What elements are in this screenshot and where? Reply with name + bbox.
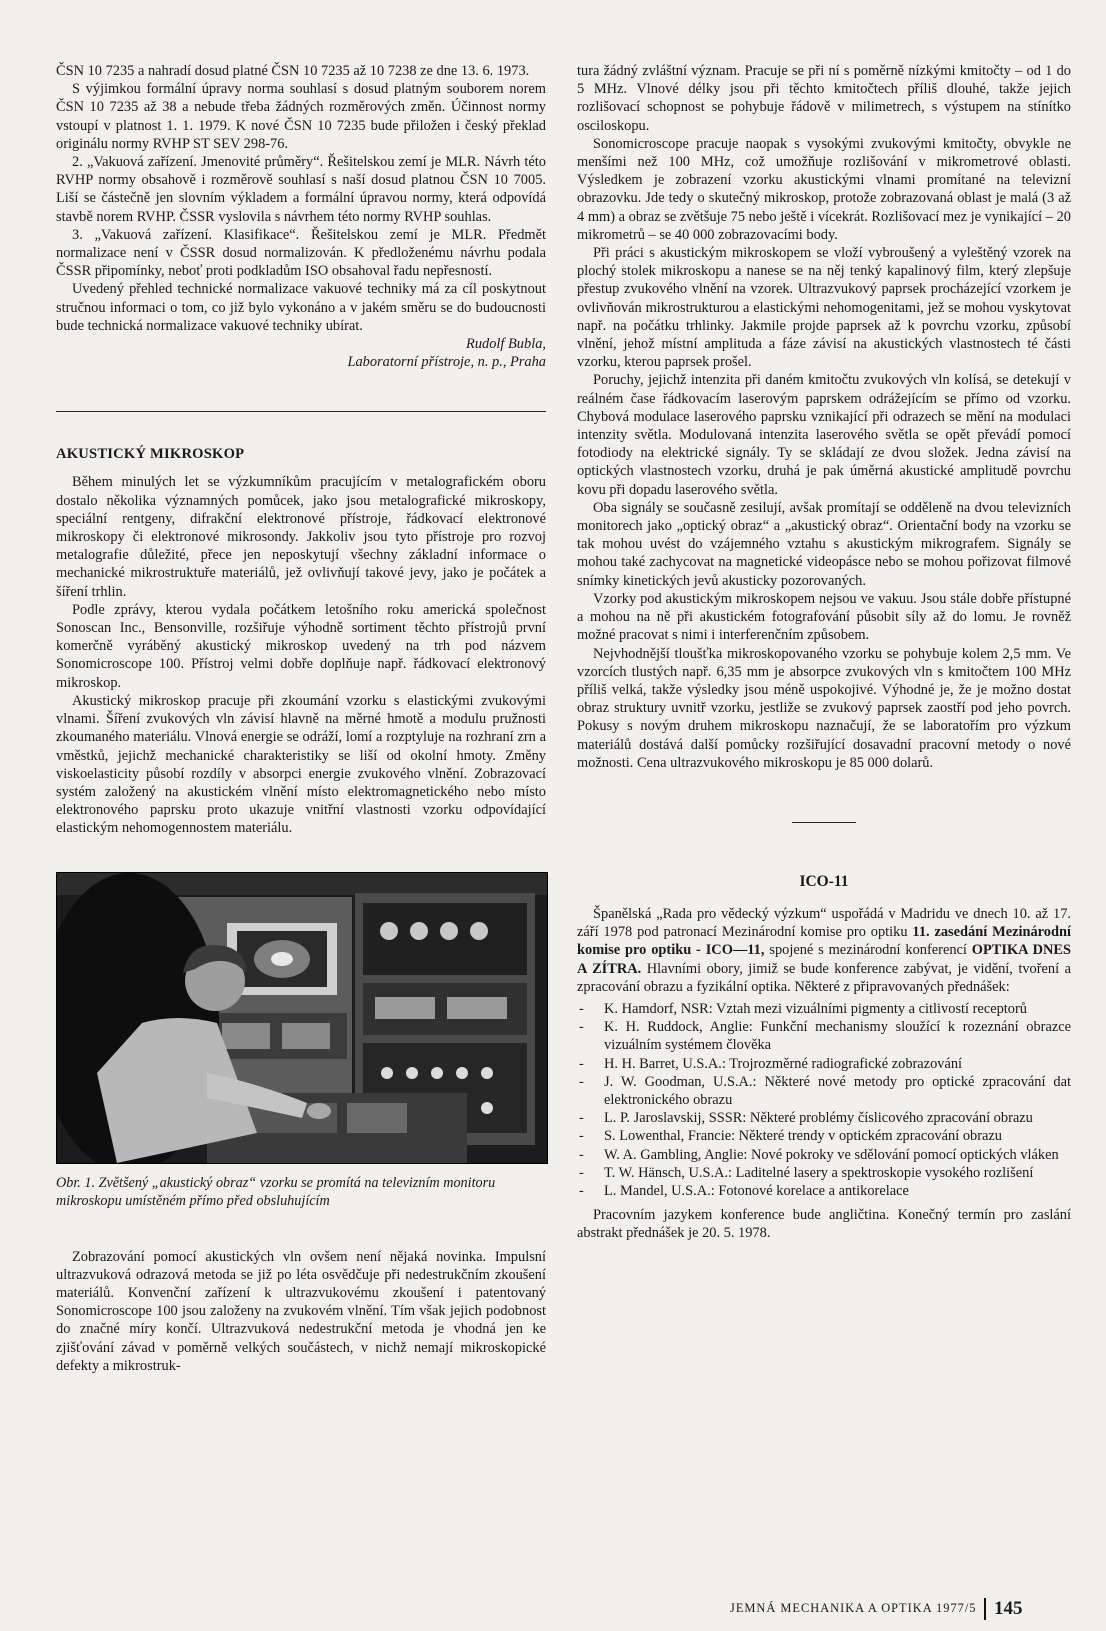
list-item xyxy=(577,1182,1071,1200)
paragraph: tura žádný zvláštní význam. Pracuje se při ní s poměrně nízkými kmitočty – od 1 do 5 MHz. Vlnové délky jsou při těchto kmitočtech příliš dlouhé, takže jejich rozlišovací schopnost se pohybuje řádově v milimetrech, s výstupem na stínítko osciloskopu. xyxy=(577,63,1071,134)
list-item xyxy=(577,1073,1071,1109)
left-column xyxy=(56,62,546,1375)
footer-separator xyxy=(984,1598,986,1620)
paragraph: 2. „Vakuová zařízení. Jmenovité průměry“. Řešitelskou zemí je MLR. Návrh této RVHP normy obsahově i rozměrově souhlasí s naší dosud platnou ČSN 10 7005. Liší se částečně jen slovním výkladem a formální úpravou normy, která odpovídá stavbě norem RVHP. ČSSR vyslovila s návrhem této normy RVHP souhlas. xyxy=(56,154,546,225)
paragraph: Akustický mikroskop pracuje při zkoumání vzorku s elastickými zvukovými vlnami. Šíření zvukových vln závisí hlavně na měrné hmotě a modulu pružnosti zkoumaného materiálu. Vlnová energie se odráží, lomí a rozptyluje na rozhraní zrn a vměstků, jejichž mechanické charakteristiky se liší od okolní hmoty. Změny viskoelasticity působí rozdíly v absorpci energie zvukového vlnění. Zobrazovací systém založený na akustickém vlnění místo elektromagnetického nebo místo elektronového paprsku proto ukazuje vnitřní vlastnosti vzorku odpovídající elastickým nehomogennostem materiálu. xyxy=(56,692,546,837)
paragraph: Během minulých let se výzkumníkům pracujícím v metalografickém oboru dostalo několika významných pomůcek, jako jsou metalografické mikroskopy, speciální rentgeny, difrakční elektronové přístroje, řádkovací elektronové mikroskopy či elektronové mikrosondy. Jakkoliv jsou tyto přístroje pro rozvoj metalografie důležité, přece jen neposkytují všechny základní informace o mechanické mikrostruktuře materiálů, jež ovlivňují takové jevy, jako je počátek a šíření trhlin. xyxy=(56,474,546,600)
paragraph: Sonomicroscope pracuje naopak s vysokými zvukovými kmitočty, obvykle ne menšími než 100 MHz, což umožňuje rozlišování v mikrometrové oblasti. Výsledkem je zobrazení vzorku akustickými vlnami promítané na televizní obrazovku. Jde tedy o skutečný mikroskop, protože zobrazovaná oblast je malá (3 až 4 mm) a obraz se zvětšuje 75 nebo ještě i vícekrát. Rozlišovací mez je vynikající – 20 mikrometrů – se 40 000 zobrazovacími body. xyxy=(577,135,1071,243)
figure-photo-microscope-operator xyxy=(56,872,548,1164)
list-dash: - xyxy=(579,1164,584,1181)
list-item-text: H. H. Barret, U.S.A.: Trojrozměrné radiografické zobrazování xyxy=(604,1055,963,1072)
paragraph: S výjimkou formální úpravy norma souhlasí s dosud platným souborem norem ČSN 10 7235 až 38 a nebude třeba žádných rozměrových změn. Účinnost normy vstoupí v platnost 1. 1. 1979. K nové ČSN 10 7235 bude přiložen i český překlad originálu normy RVHP ST SEV 298-76. xyxy=(56,81,546,152)
list-dash: - xyxy=(579,1055,584,1072)
section-divider xyxy=(56,411,546,412)
page-number: 145 xyxy=(993,1598,1023,1619)
ico-session-name: 11. zasedání Mezinárodní komise pro optiku - ICO—11, xyxy=(577,924,1071,959)
list-dash: - xyxy=(579,1182,584,1199)
lecture-list xyxy=(577,1000,1071,1200)
section-title-ico: ICO-11 xyxy=(799,872,849,890)
author-affiliation: Laboratorní přístroje, n. p., Praha xyxy=(347,354,546,371)
author-name: Rudolf Bubla, xyxy=(466,336,546,353)
list-item xyxy=(577,1055,1071,1073)
list-dash: - xyxy=(579,1000,584,1017)
paragraph: Uvedený přehled technické normalizace vakuové techniky má za cíl poskytnout stručnou informaci o tom, co již bylo vykonáno a v jakém směru se do budoucnosti bude technická normalizace vakuové techniky ubírat. xyxy=(56,281,546,334)
page-footer xyxy=(730,1598,1022,1620)
paragraph: Pracovním jazykem konference bude angličtina. Konečný termín pro zaslání abstrakt přednášek je 20. 5. 1978. xyxy=(577,1207,1071,1242)
paragraph: ČSN 10 7235 a nahradí dosud platné ČSN 10 7235 až 10 7238 ze dne 13. 6. 1973. xyxy=(56,63,530,79)
list-item-text: L. P. Jaroslavskij, SSSR: Některé problémy číslicového zpracování obrazu xyxy=(604,1110,1033,1127)
right-column xyxy=(577,62,1071,1243)
list-item xyxy=(577,1000,1071,1018)
list-dash: - xyxy=(579,1073,584,1090)
ico-intro-text: Hlavními obory, jimiž se bude konference zabývat, je vidění, tvoření a zpracování obrazu a fyzikální optika. Některé z připravovaných přednášek: xyxy=(577,960,1071,995)
paragraph: Nejvhodnější tloušťka mikroskopovaného vzorku se pohybuje kolem 2,5 mm. Ve vzorcích tlustých např. 6,35 mm je absorpce zvukových vln s kmitočtem 100 MHz příliš velká, takže výsledky jsou méně uspokojivé. Výhodné je, že je možno dostat obraz struktury uvnitř vzorku, jestliže se zvukový paprsek zaostří pod jeho povrch. Pokusy s novým druhem mikroskopu naznačují, že se laboratořím pro výzkum materiálů dostává další pomůcky rozšiřující dosavadní pracovní metody o nové možnosti. Cena ultrazvukového mikroskopu je 85 000 dolarů. xyxy=(577,645,1071,771)
list-item xyxy=(577,1164,1071,1182)
list-dash: - xyxy=(579,1128,584,1145)
list-item-text: L. Mandel, U.S.A.: Fotonové korelace a antikorelace xyxy=(604,1182,909,1199)
paragraph: Při práci s akustickým mikroskopem se vloží vybroušený a vyleštěný vzorek na plochý stolek mikroskopu a nanese se na něj tenký kapalinový film, který zlepšuje přestup zvukového vlnění na vzorek. Ultrazvukový paprsek procházející vzorkem je ovlivňován mikrostrukturou a elastickými nehomogenitami, jež se mohou vyskytovat např. na počátku trhlinky. Jakmile projde paprsek až k povrchu vzorku, způsobí vlnění, jehož místní amplituda a fáze závisí na akustických vlastnostech té části vzorku, kterou paprsek prošel. xyxy=(577,245,1071,371)
ico-intro-text: spojené s mezinárodní konferencí xyxy=(764,942,972,959)
list-item xyxy=(577,1018,1071,1054)
section-divider xyxy=(792,822,856,823)
section-title: AKUSTICKÝ MIKROSKOP xyxy=(56,446,245,463)
ico-conference-name: OPTIKA DNES A ZÍTRA. xyxy=(577,942,1071,977)
list-item-text: K. H. Ruddock, Anglie: Funkční mechanismy sloužící k rozeznání obrazce vizuálním systémem člověka xyxy=(604,1019,1071,1054)
list-item-text: K. Hamdorf, NSR: Vztah mezi vizuálními pigmenty a citlivostí receptorů xyxy=(604,1000,1027,1017)
figure-caption: Obr. 1. Zvětšený „akustický obraz“ vzorku se promítá na televizním monitoru mikroskopu umístěném přímo před obsluhujícím xyxy=(56,1174,496,1209)
paragraph: Zobrazování pomocí akustických vln ovšem není nějaká novinka. Impulsní ultrazvuková odrazová metoda se již po léta osvědčuje při nedestrukčním zkoušení materiálů. Konvenční zařízení k ultrazvukovému zkoušení i patentovaný Sonomicroscope 100 jsou založeny na zvukovém vlnění. Tím však jejich podobnost do značné míry končí. Ultrazvuková nedestrukční metoda je vhodná jen ke zjišťování závad v poměrně velkých součástech, v nichž nemají mikroskopické defekty a mikrostruk- xyxy=(56,1248,546,1374)
list-item xyxy=(577,1146,1071,1164)
list-item-text: T. W. Hänsch, U.S.A.: Laditelné lasery a spektroskopie vysokého rozlišení xyxy=(604,1164,1034,1181)
list-dash: - xyxy=(579,1146,584,1163)
list-dash: - xyxy=(579,1110,584,1127)
list-item-text: S. Lowenthal, Francie: Některé trendy v optickém zpracování obrazu xyxy=(604,1128,1002,1145)
standards-continuation xyxy=(56,62,546,335)
paragraph: Podle zprávy, kterou vydala počátkem letošního roku americká společnost Sonoscan Inc., Bensonville, rozšiřuje výhodně sortiment těchto přístrojů první komerčně vyráběný akustický mikroskop uvedený na trh pod názvem Sonomicroscope 100. Přístroj velmi dobře doplňuje např. řádkovací elektronový mikroskop. xyxy=(56,601,546,691)
list-item-text: W. A. Gambling, Anglie: Nové pokroky ve sdělování pomocí optických vláken xyxy=(604,1146,1059,1163)
list-dash: - xyxy=(579,1019,584,1036)
ico-intro-paragraph xyxy=(577,905,1071,996)
paragraph: Oba signály se současně zesilují, avšak promítají se odděleně na dvou televizních monitorech jako „optický obraz“ a „akustický obraz“. Orientační body na vzorku se tak mohou uvést do vzájemného vztahu s akustickým mikrografem. Signály se mohou také zachycovat na magnetické videopásce nebo se mohou pořizovat filmové snímky kinetických jevů akusticky pozorovaných. xyxy=(577,499,1071,589)
microscope-photo-illustration xyxy=(57,873,547,1163)
paragraph: Vzorky pod akustickým mikroskopem nejsou ve vakuu. Jsou stále dobře přístupné a mohou na ně při akustickém fotografování působit síly až do lomu. Je rovněž možné pracovat s nimi i interferenčním způsobem. xyxy=(577,590,1071,644)
journal-name: JEMNÁ MECHANIKA A OPTIKA 1977/5 xyxy=(730,1600,977,1615)
paragraph: Poruchy, jejichž intenzita při daném kmitočtu zvukových vln kolísá, se detekují v reálném čase řádkovacím laserovým paprskem odrážejícím se přímo od vzorku. Chybová modulace laserového paprsku vznikající při odrazech se mění na modulaci intenzity světla. Modulovaná intenzita laserového světla se opět převádí pomocí fotodiody na elektrické signály. Ty se skládají ze dvou složek. Jedna závisí na optických vlastnostech vzorku, druhá je pak úměrná akustické amplitudě povrchu kovu při dopadu laserového světla. xyxy=(577,372,1071,498)
paragraph: 3. „Vakuová zařízení. Klasifikace“. Řešitelskou zemí je MLR. Předmět normalizace není v ČSSR dosud normalizován. K předloženému návrhu podala ČSSR připomínky, neboť proti podkladům ISO obsahoval řadu nepřesností. xyxy=(56,226,546,280)
ico-intro-text: Španělská „Rada pro vědecký výzkum“ uspořádá v Madridu ve dnech 10. až 17. září 1978 pod patronací Mezinárodní komise pro optiku xyxy=(577,905,1071,941)
list-item-text: J. W. Goodman, U.S.A.: Některé nové metody pro optické zpracování dat elektronického obrazu xyxy=(604,1073,1071,1108)
list-item xyxy=(577,1109,1071,1127)
list-item xyxy=(577,1127,1071,1145)
